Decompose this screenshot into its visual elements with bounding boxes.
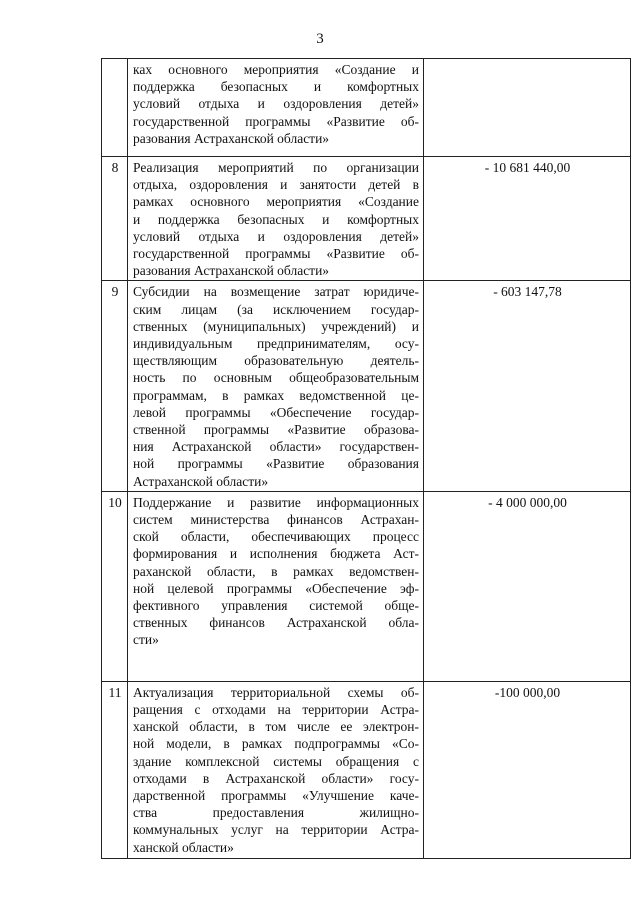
row-amount: [424, 59, 631, 157]
description-line: ской области, обеспечивающих процесс: [133, 529, 419, 545]
row-number: 11: [102, 681, 128, 858]
description-line: ществляющим образовательную деятель-: [133, 353, 419, 369]
description-line: рамках основного мероприятия «Создание: [133, 194, 419, 210]
description-line: коммунальных услуг на территории Астра-: [133, 822, 419, 838]
description-line: дарственной программы «Улучшение каче-: [133, 788, 419, 804]
description-line: Поддержание и развитие информационных: [133, 494, 419, 510]
description-line: ках основного мероприятия «Создание и: [133, 62, 419, 77]
row-amount: - 603 147,78: [424, 281, 631, 491]
table-row: [102, 281, 631, 491]
row-number: 9: [102, 281, 128, 491]
description-line: сти»: [133, 632, 159, 648]
description-line: ность по основным общеобразовательным: [133, 370, 419, 386]
description-line: программам, в рамках ведомственной це-: [133, 387, 419, 403]
description-line: Актуализация территориальной схемы об-: [133, 684, 419, 700]
description-line: индивидуальным предпринимателям, осу-: [133, 336, 419, 352]
row-number: 8: [102, 157, 128, 281]
description-line: отдыха, оздоровления и занятости детей в: [133, 177, 419, 193]
description-line: ским лицам (за исключением государ-: [133, 301, 419, 317]
description-line: поддержка безопасных и комфортных: [133, 79, 419, 95]
description-line: левой программы «Обеспечение государ-: [133, 404, 419, 420]
description-line: ственных (муниципальных) учреждений) и: [133, 318, 419, 334]
row-number: [102, 59, 128, 157]
description-line: ства предоставления жилищно-: [133, 805, 419, 821]
row-description: [128, 59, 424, 157]
description-line: Реализация мероприятий по организации: [133, 160, 419, 175]
description-line: разования Астраханской области»: [133, 130, 330, 146]
description-line: Субсидии на возмещение затрат юридиче-: [133, 284, 419, 300]
row-amount: -100 000,00: [424, 681, 631, 858]
description-line: систем министерства финансов Астрахан-: [133, 512, 419, 528]
budget-changes-table: [101, 58, 631, 859]
table-row: [102, 681, 631, 858]
table-row: [102, 59, 631, 157]
row-number: 10: [102, 491, 128, 681]
description-line: ственной программы «Развитие образова-: [133, 422, 419, 438]
description-line: формирования и исполнения бюджета Аст-: [133, 546, 419, 562]
description-line: и поддержка безопасных и комфортных: [133, 211, 419, 227]
description-line: ханской области»: [133, 839, 234, 855]
page-number: 3: [316, 31, 324, 47]
row-description: [128, 281, 424, 491]
description-line: Астраханской области»: [133, 473, 269, 489]
table-body: [102, 59, 631, 859]
description-line: ращения с отходами на территории Астра-: [133, 702, 419, 718]
row-amount: - 10 681 440,00: [424, 157, 631, 281]
description-line: раханской области, в рамках ведомствен-: [133, 563, 419, 579]
description-line: условий отдыха и оздоровления детей»: [133, 96, 419, 112]
description-line: отходами в Астраханской области» госу-: [133, 770, 419, 786]
description-line: ной программы «Развитие образования: [133, 456, 419, 472]
table-row: [102, 491, 631, 681]
description-line: ния Астраханской области» государствен-: [133, 439, 419, 455]
row-description: [128, 681, 424, 858]
description-line: здание комплексной системы обращения с: [133, 753, 419, 769]
description-line: условий отдыха и оздоровления детей»: [133, 228, 419, 244]
table-row: [102, 157, 631, 281]
description-line: ственных финансов Астраханской обла-: [133, 615, 419, 631]
description-line: государственной программы «Развитие об-: [133, 113, 419, 129]
row-amount: - 4 000 000,00: [424, 491, 631, 681]
description-line: ханской области, в том числе ее электрон-: [133, 719, 419, 735]
description-line: фективного управления системой обще-: [133, 598, 419, 614]
description-line: разования Астраханской области»: [133, 263, 330, 279]
description-line: ной целевой программы «Обеспечение эф-: [133, 580, 419, 596]
description-line: государственной программы «Развитие об-: [133, 246, 419, 262]
description-line: ной модели, в рамках подпрограммы «Со-: [133, 736, 419, 752]
row-description: [128, 491, 424, 681]
row-description: [128, 157, 424, 281]
